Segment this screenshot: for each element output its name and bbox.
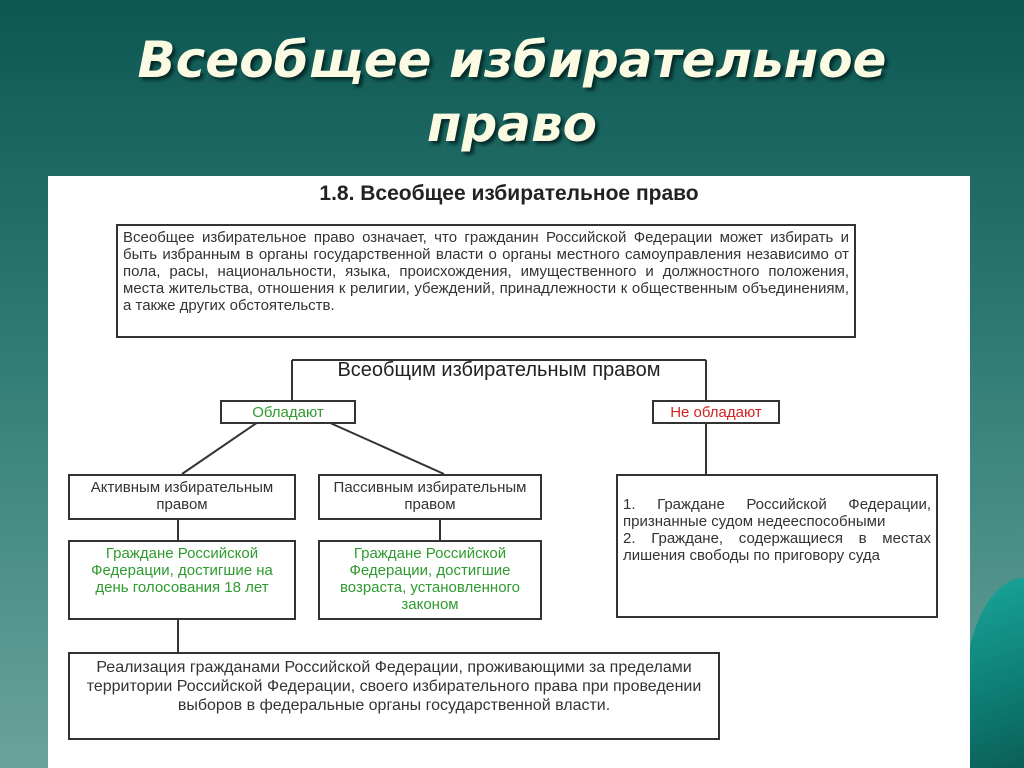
definition-box	[116, 224, 856, 338]
abroad-text: Реализация гражданами Российской Федерации, проживающими за пределами территории Российской Федерации, своего избирательного права при проведении выборов в федеральные органы государственной власти.	[86, 659, 702, 714]
passive-right-box	[318, 474, 542, 520]
active-condition-box	[68, 540, 296, 620]
connector-have-to-passive	[328, 422, 444, 474]
decorative-wave	[964, 578, 1024, 768]
slide-title-line-1: Всеобщее избирательное	[137, 31, 887, 89]
diagram-panel	[48, 176, 970, 768]
passive-right-label: Пассивным избирательным правом	[333, 479, 527, 513]
excluded-text: 1. Граждане Российской Федерации, признанные судом недееспособными 2. Граждане, содержащиеся в местах лишения свободы по приговору суда	[623, 496, 931, 564]
not-have-label: Не обладают	[670, 404, 762, 421]
figure-title: 1.8. Всеобщее избирательное право	[319, 182, 699, 205]
active-right-label: Активным избирательным правом	[90, 479, 274, 513]
active-condition-text: Граждане Российской Федерации, достигшие на день голосования 18 лет	[91, 545, 273, 596]
not-have-label-box	[652, 400, 780, 424]
slide-title-line-2: право	[426, 95, 598, 153]
excluded-box	[616, 474, 938, 618]
passive-condition-box	[318, 540, 542, 620]
connector-have-to-active	[182, 422, 258, 474]
passive-condition-text: Граждане Российской Федерации, достигшие возраста, установленного законом	[339, 545, 521, 613]
slide-title	[0, 28, 1024, 156]
rights-heading: Всеобщим избирательным правом	[337, 359, 661, 381]
have-label: Обладают	[252, 404, 324, 421]
have-label-box	[220, 400, 356, 424]
active-right-box	[68, 474, 296, 520]
definition-text: Всеобщее избирательное право означает, что гражданин Российской Федерации может избирать и быть избранным в органы государственной власти о органы местного самоуправления независимо от пола, расы, национальности, языка, происхождения, имущественного и должностного положения, места жительства, отношения к религии, убеждений, принадлежности к общественным объединениям, а также других обстоятельств.	[123, 229, 849, 314]
abroad-box	[68, 652, 720, 740]
